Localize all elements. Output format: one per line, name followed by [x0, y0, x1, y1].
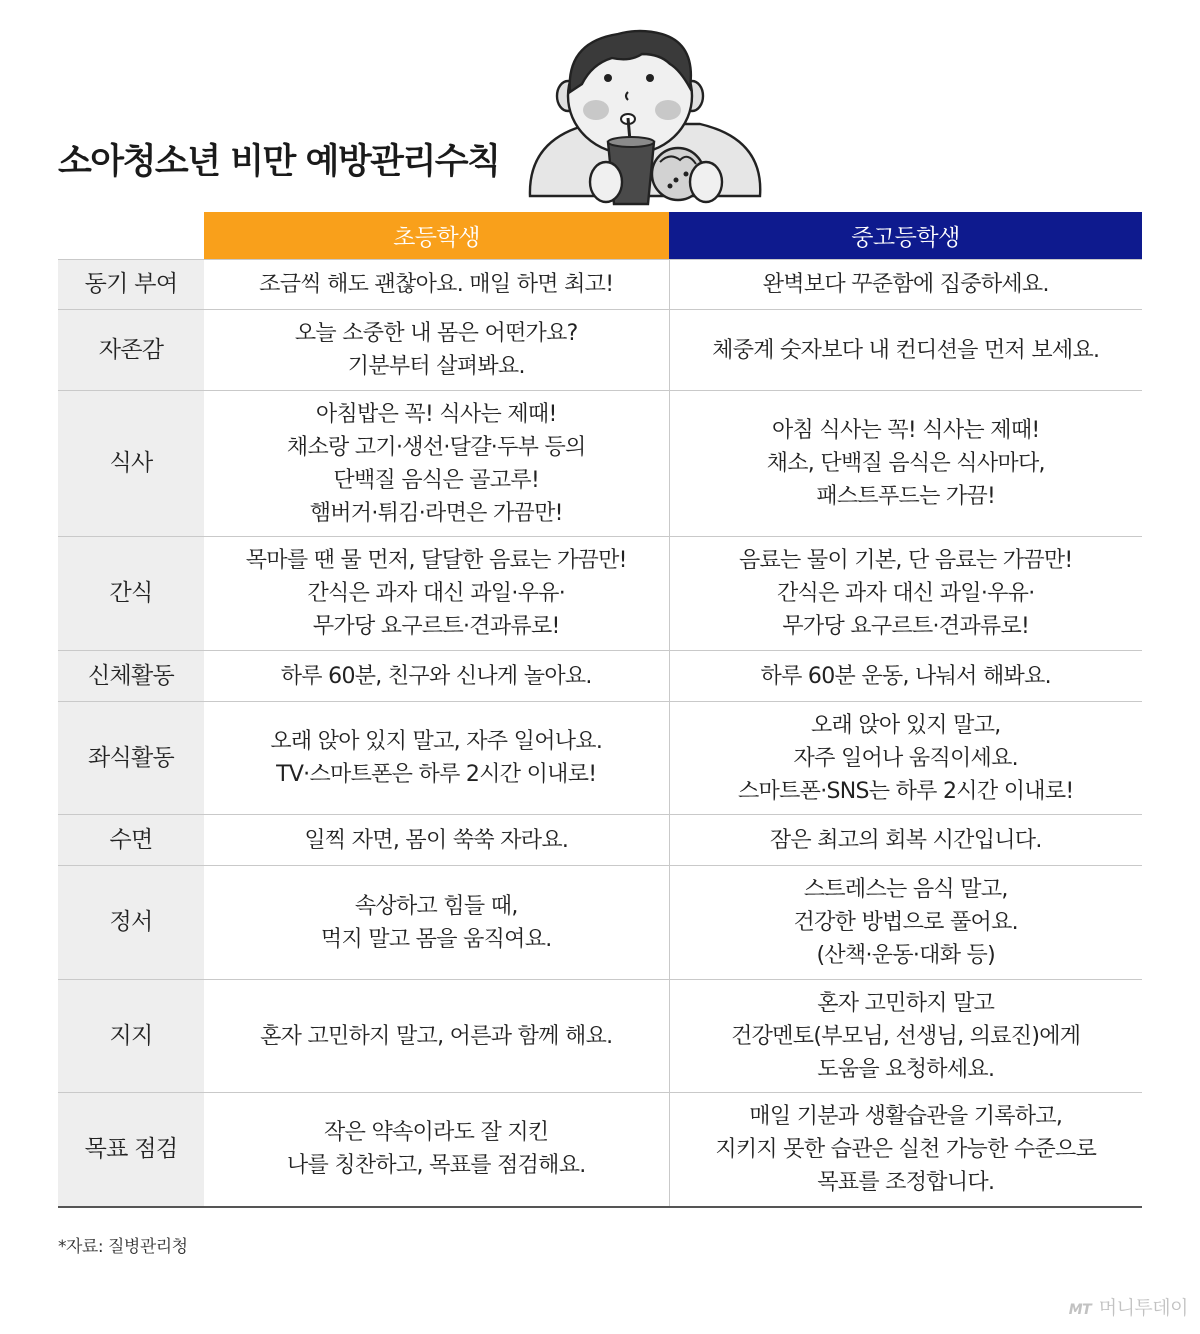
table-row [58, 260, 1142, 310]
row-label: 동기 부여 [58, 260, 204, 310]
secondary-cell: 혼자 고민하지 말고 건강멘토(부모님, 선생님, 의료진)에게 도움을 요청하세요. [669, 980, 1142, 1093]
secondary-cell: 아침 식사는 꼭! 식사는 제때! 채소, 단백질 음식은 식사마다, 패스트푸드는 가끔! [669, 391, 1142, 537]
row-label: 간식 [58, 537, 204, 651]
secondary-cell: 완벽보다 꾸준함에 집중하세요. [669, 260, 1142, 310]
secondary-cell: 체중계 숫자보다 내 컨디션을 먼저 보세요. [669, 310, 1142, 391]
elementary-cell: 조금씩 해도 괜찮아요. 매일 하면 최고! [204, 260, 669, 310]
row-label: 자존감 [58, 310, 204, 391]
table-row [58, 1093, 1142, 1207]
table-row [58, 651, 1142, 702]
elementary-cell: 작은 약속이라도 잘 지킨 나를 칭찬하고, 목표를 점검해요. [204, 1093, 669, 1207]
child-drinking-soda-illustration [520, 14, 770, 214]
page-title: 소아청소년 비만 예방관리수칙 [58, 142, 500, 182]
watermark-text: 머니투데이 [1098, 1297, 1188, 1319]
table-row [58, 866, 1142, 980]
table-row [58, 310, 1142, 391]
table-row [58, 815, 1142, 866]
prevention-rules-table [58, 212, 1142, 1208]
row-label: 목표 점검 [58, 1093, 204, 1207]
elementary-cell: 일찍 자면, 몸이 쑥쑥 자라요. [204, 815, 669, 866]
elementary-cell: 목마를 땐 물 먼저, 달달한 음료는 가끔만! 간식은 과자 대신 과일·우유· 무가당 요구르트·견과류로! [204, 537, 669, 651]
row-label: 정서 [58, 866, 204, 980]
secondary-cell: 매일 기분과 생활습관을 기록하고, 지키지 못한 습관은 실천 가능한 수준으로 목표를 조정합니다. [669, 1093, 1142, 1207]
secondary-cell: 오래 앉아 있지 말고, 자주 일어나 움직이세요. 스마트폰·SNS는 하루 2시간 이내로! [669, 702, 1142, 815]
table-header-row [58, 212, 1142, 260]
watermark [1069, 1293, 1188, 1320]
elementary-cell: 오늘 소중한 내 몸은 어떤가요? 기분부터 살펴봐요. [204, 310, 669, 391]
column-header-elementary: 초등학생 [204, 212, 669, 260]
table-row [58, 980, 1142, 1093]
secondary-cell: 하루 60분 운동, 나눠서 해봐요. [669, 651, 1142, 702]
row-label: 신체활동 [58, 651, 204, 702]
secondary-cell: 음료는 물이 기본, 단 음료는 가끔만! 간식은 과자 대신 과일·우유· 무가당 요구르트·견과류로! [669, 537, 1142, 651]
secondary-cell: 잠은 최고의 회복 시간입니다. [669, 815, 1142, 866]
table-row [58, 537, 1142, 651]
row-label: 식사 [58, 391, 204, 537]
row-label: 지지 [58, 980, 204, 1093]
table-row [58, 391, 1142, 537]
elementary-cell: 아침밥은 꼭! 식사는 제때! 채소랑 고기·생선·달걀·두부 등의 단백질 음식은 골고루! 햄버거·튀김·라면은 가끔만! [204, 391, 669, 537]
watermark-logo: MT [1068, 1302, 1092, 1318]
elementary-cell: 하루 60분, 친구와 신나게 놀아요. [204, 651, 669, 702]
row-label: 수면 [58, 815, 204, 866]
secondary-cell: 스트레스는 음식 말고, 건강한 방법으로 풀어요. (산책·운동·대화 등) [669, 866, 1142, 980]
row-label: 좌식활동 [58, 702, 204, 815]
table-row [58, 702, 1142, 815]
elementary-cell: 혼자 고민하지 말고, 어른과 함께 해요. [204, 980, 669, 1093]
source-note: *자료: 질병관리청 [58, 1237, 188, 1257]
elementary-cell: 속상하고 힘들 때, 먹지 말고 몸을 움직여요. [204, 866, 669, 980]
column-header-secondary: 중고등학생 [669, 212, 1142, 260]
elementary-cell: 오래 앉아 있지 말고, 자주 일어나요. TV·스마트폰은 하루 2시간 이내로! [204, 702, 669, 815]
header-blank-cell [58, 212, 204, 260]
